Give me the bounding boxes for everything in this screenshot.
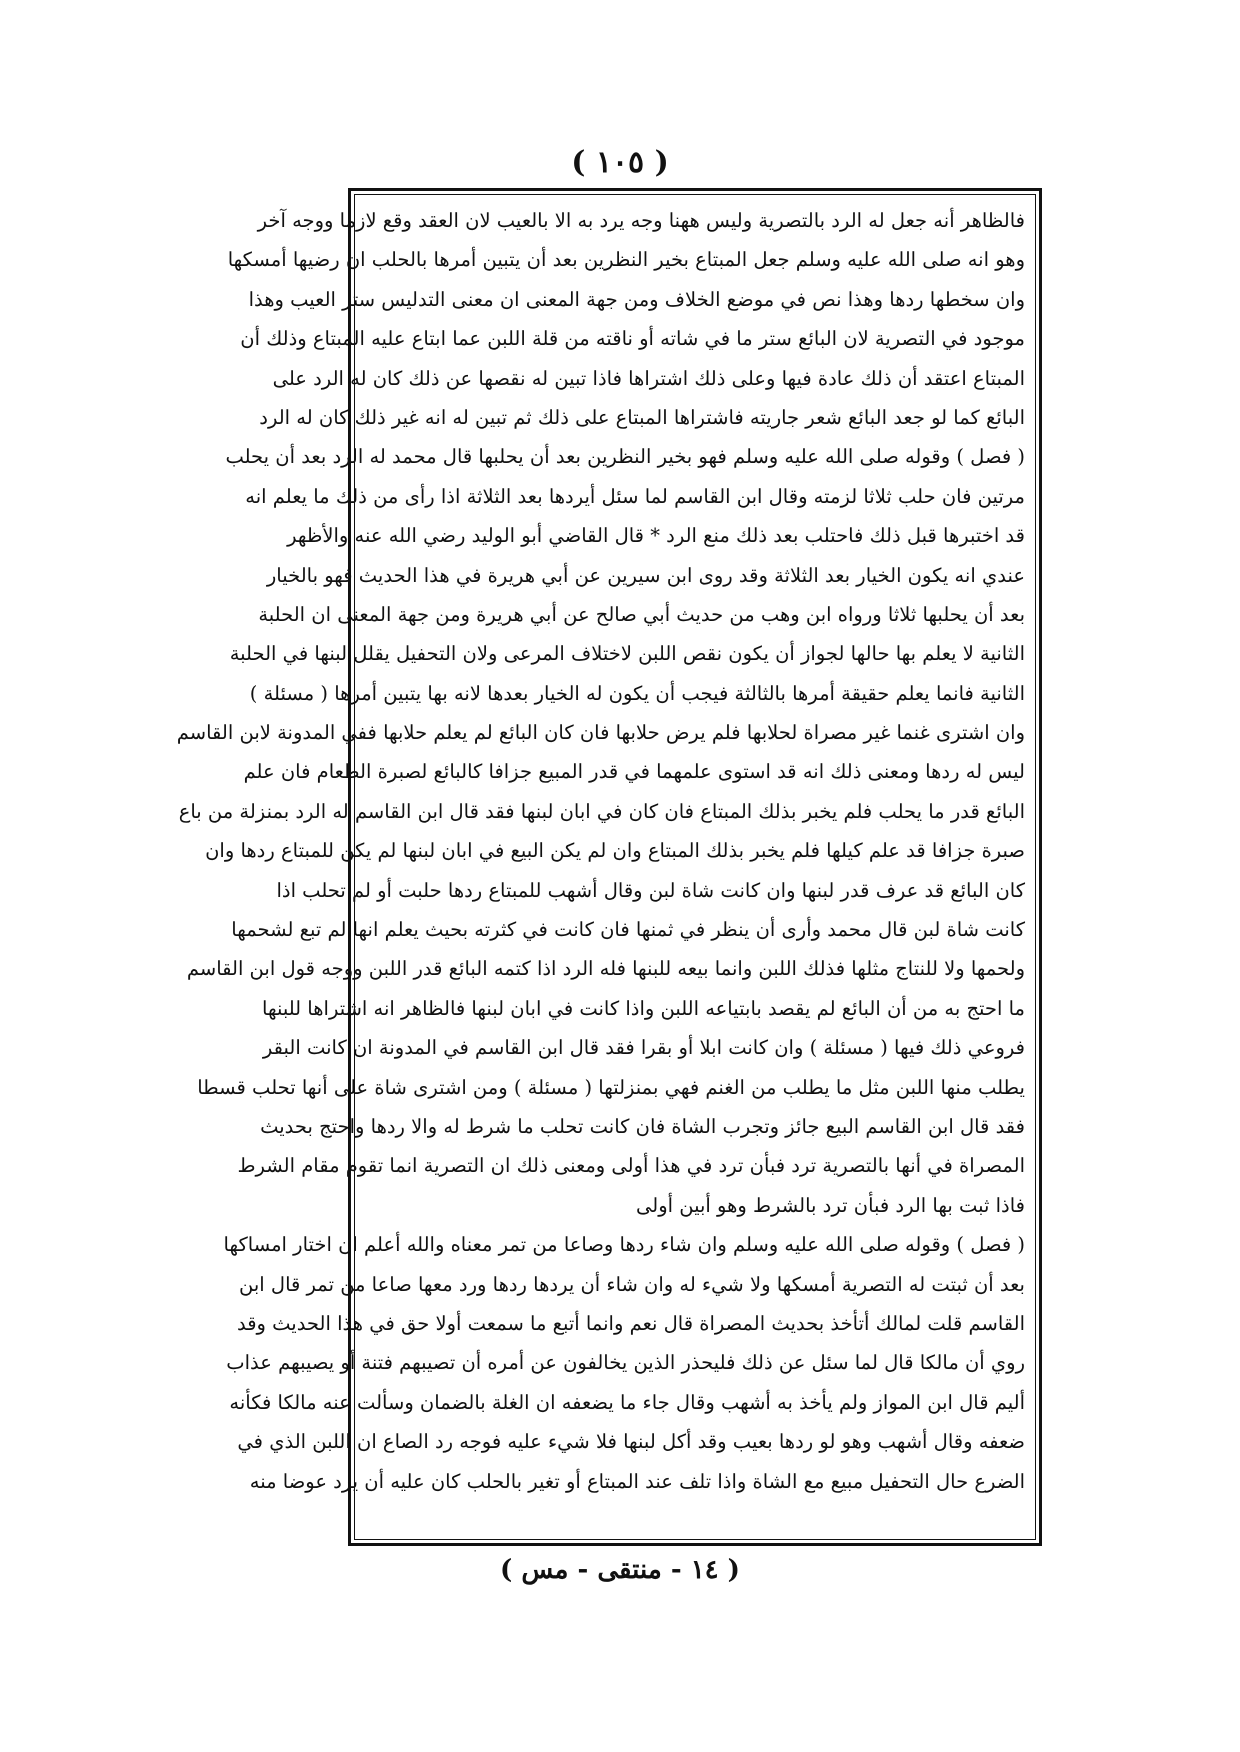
text-line: موجود في التصرية لان البائع ستر ما في شاته أو ناقته من قلة اللبن عما ابتاع عليه المبتاع وذلك أن [240, 327, 1025, 351]
text-line: كانت شاة لبن قال محمد وأرى أن ينظر في ثمنها فان كانت في كثرته بحيث يعلم انها لم تبع لشحمها [231, 918, 1025, 942]
main-text-body [176, 201, 1025, 1501]
text-line: الثانية فانما يعلم حقيقة أمرها بالثالثة فيجب أن يكون له الخيار بعدها لانه بها يتبين أمرها ( مسئلة ) [249, 681, 1025, 705]
page-number: ( ١٠٥ ) [571, 145, 669, 180]
text-line: يطلب منها اللبن مثل ما يطلب من الغنم فهي بمنزلتها ( مسئلة ) ومن اشترى شاة على أنها تحلب قسطا [197, 1075, 1025, 1099]
text-line: وان اشترى غنما غير مصراة لحلابها فلم يرض حلابها فان كان البائع لم يعلم حلابها ففي المدونة لابن القاسم [176, 721, 1025, 745]
text-line: وهو انه صلى الله عليه وسلم جعل المبتاع بخير النظرين بعد أن يتبين أمرها بالحلب ان رضيها أمسكها [227, 248, 1025, 272]
text-line: البائع كما لو جعد البائع شعر جاريته فاشتراها المبتاع على ذلك ثم تبين له انه غير ذلك كان له الرد [259, 405, 1025, 429]
text-line: الضرع حال التحفيل مبيع مع الشاة واذا تلف عند المبتاع أو تغير بالحلب كان عليه أن يرد عوضا منه [249, 1469, 1025, 1493]
text-line: كان البائع قد عرف قدر لبنها وان كانت شاة لبن وقال أشهب للمبتاع ردها حلبت أو لم تحلب اذا [276, 878, 1025, 902]
text-line: الثانية لا يعلم بها حالها لجواز أن يكون نقص اللبن لاختلاف المرعى ولان التحفيل يقلل لبنها في الحلبة [229, 642, 1025, 666]
text-line: البائع قدر ما يحلب فلم يخبر بذلك المبتاع فان كان في ابان لبنها فقد قال ابن القاسم له الرد بمنزلة من باع [178, 799, 1025, 823]
text-line: بعد أن ثبتت له التصرية أمسكها ولا شيء له وان شاء أن يردها ردها ورد معها صاعا من تمر قال ابن [239, 1272, 1025, 1296]
text-line: فالظاهر أنه جعل له الرد بالتصرية وليس ههنا وجه يرد به الا بالعيب لان العقد وقع لازما ووجه آخر [257, 209, 1025, 232]
text-line: ما احتج به من أن البائع لم يقصد بابتياعه اللبن واذا كانت في ابان لبنها فالظاهر انه اشتراها للبنها [262, 996, 1025, 1020]
text-line: فاذا ثبت بها الرد فبأن ترد بالشرط وهو أبين أولى [636, 1193, 1025, 1217]
printer-signature-mark: ( ١٤ - منتقى - مس ) [500, 1555, 740, 1585]
text-line: أليم قال ابن المواز ولم يأخذ به أشهب وقال جاء ما يضعفه ان الغلة بالضمان وسألت عنه مالكا فكأنه [229, 1390, 1025, 1414]
text-line: فقد قال ابن القاسم البيع جائز وتجرب الشاة فان كانت تحلب ما شرط له والا ردها واحتج بحديث [260, 1114, 1025, 1138]
text-line: ليس له ردها ومعنى ذلك انه قد استوى علمهما في قدر المبيع جزافا كالبائع لصبرة الطعام فان علم [243, 760, 1025, 784]
text-line: ضعفه وقال أشهب وهو لو ردها بعيب وقد أكل لبنها فلا شيء عليه فوجه رد الصاع ان اللبن الذي في [237, 1430, 1025, 1454]
page-frame-inner-border [176, 194, 1036, 1540]
text-line: ولحمها ولا للنتاج مثلها فذلك اللبن وانما بيعه للبنها فله الرد اذا كتمه البائع قدر اللبن ووجه قول ابن القاسم [186, 957, 1025, 981]
text-line: القاسم قلت لمالك أتأخذ بحديث المصراة قال نعم وانما أتبع ما سمعت أولا حق في هذا الحديث وقد [236, 1311, 1025, 1335]
text-line: عندي انه يكون الخيار بعد الثلاثة وقد روى ابن سيرين عن أبي هريرة في هذا الحديث فهو بالخيار [266, 563, 1025, 587]
text-line: مرتين فان حلب ثلاثا لزمته وقال ابن القاسم لما سئل أيردها بعد الثلاثة اذا رأى من ذلك ما يعلم انه [245, 484, 1025, 508]
text-line: ( فصل ) وقوله صلى الله عليه وسلم وان شاء ردها وصاعا من تمر معناه والله أعلم ان اختار امساكها [223, 1233, 1025, 1257]
text-line: قد اختبرها قبل ذلك فاحتلب بعد ذلك منع الرد * قال القاضي أبو الوليد رضي الله عنه والأظهر [287, 524, 1025, 548]
text-line: ( فصل ) وقوله صلى الله عليه وسلم فهو بخير النظرين بعد أن يحلبها قال محمد له الرد بعد أن يحلب [225, 445, 1025, 469]
text-line: وان سخطها ردها وهذا نص في موضع الخلاف ومن جهة المعنى ان معنى التدليس ستر العيب وهذا [248, 287, 1025, 311]
text-line: المصراة في أنها بالتصرية ترد فبأن ترد في هذا أولى ومعنى ذلك ان التصرية انما تقوم مقام الشرط [237, 1154, 1025, 1178]
text-line: بعد أن يحلبها ثلاثا ورواه ابن وهب من حديث أبي صالح عن أبي هريرة ومن جهة المعنى ان الحلبة [258, 602, 1025, 626]
text-line: المبتاع اعتقد أن ذلك عادة فيها وعلى ذلك اشتراها فاذا تبين له نقصها عن ذلك كان له الرد على [272, 366, 1025, 390]
text-line: صبرة جزافا قد علم كيلها فلم يخبر بذلك المبتاع وان لم يكن البيع في ابان لبنها لم يكن للمبتاع ردها وان [205, 839, 1025, 863]
text-line: فروعي ذلك فيها ( مسئلة ) وان كانت ابلا أو بقرا فقد قال ابن القاسم في المدونة ان كانت البقر [262, 1036, 1025, 1060]
text-line: روي أن مالكا قال لما سئل عن ذلك فليحذر الذين يخالفون عن أمره أن تصيبهم فتنة أو يصيبهم عذاب [226, 1351, 1025, 1375]
